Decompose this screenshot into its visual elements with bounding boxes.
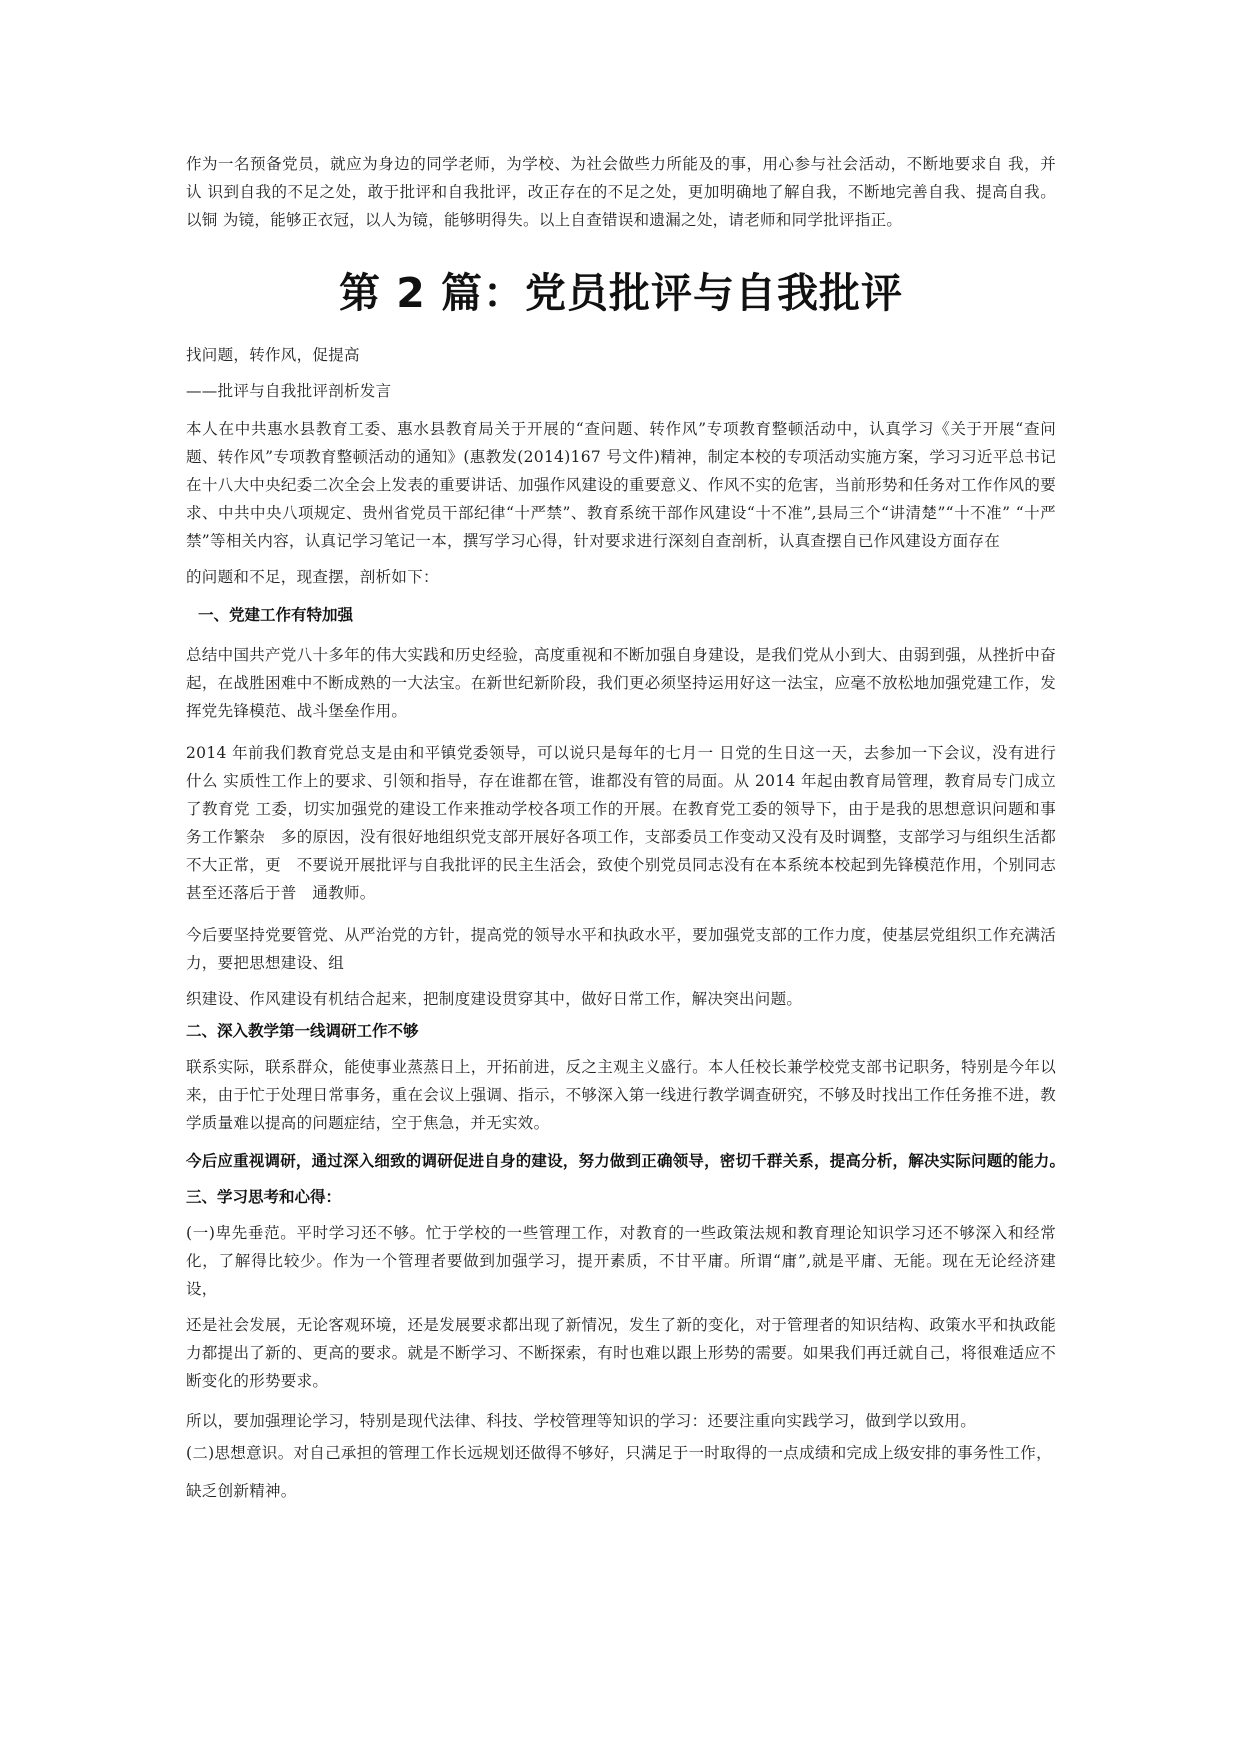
page-title: 第 2 篇：党员批评与自我批评 — [338, 269, 904, 317]
paragraph-thinking: (二)思想意识。对自己承担的管理工作长远规划还做得不够好，只满足于一时取得的一点成绩和完成上级安排的事务性工作， — [186, 1444, 1052, 1462]
section-heading-1: 一、党建工作有特加强 — [198, 606, 354, 624]
paragraph-study-1: (一)卑先垂范。平时学习还不够。忙于学校的一些管理工作，对教育的一些政策法规和教育理论知识学习还不够深入和经常化，了解得比较少。作为一个管理者要做到加强学习，提开素质，不甘平庸。所谓“庸”,就是平庸、无能。现在无论经济建设， — [186, 1224, 1056, 1298]
section-heading-2: 二、深入教学第一线调研工作不够 — [186, 1022, 419, 1040]
paragraph-history: 2014 年前我们教育党总支是由和平镇党委领导，可以说只是每年的七月一 日党的生日这一天，去参加一下会议，没有进行什么 实质性工作上的要求、引领和指导，存在谁都在管，谁都没有管的局面。从 2014 年起由教育局管理，教育局专门成立了教育党 工委，切实加强党的建设工作来推动学校各项工作的开展。在教育党工委的领导下，由于是我的思想意识问题和事务工作繁杂 多的原因，没有很好地组织党支部开展好各项工作，支部委员工作变动又没有及时调整，支部学习与组织生活都不大正常，更 不要说开展批评与自我批评的民主生活会，致使个别党员同志没有在本系统本校起到先锋模范作用，个别同志甚至还落后于普 通教师。 — [186, 744, 1056, 902]
paragraph-continuation: 的问题和不足，现查摆，剖析如下： — [186, 568, 439, 586]
document-page — [186, 150, 1066, 1505]
subtitle-line: 找问题，转作风，促提高 — [186, 346, 360, 364]
paragraph-future-continued: 织建设、作风建设有机结合起来，把制度建设贯穿其中，做好日常工作，解决突出问题。 — [186, 990, 803, 1008]
paragraph-research: 联系实际，联系群众，能使事业蒸蒸日上，开拓前进，反之主观主义盛行。本人任校长兼学校党支部书记职务，特别是今年以来，由于忙于处理日常事务，重在会议上强调、指示，不够深入第一线进行教学调查研究，不够及时找出工作任务推不进，教学质量难以提高的问题症结，空于焦急，并无实效。 — [186, 1058, 1056, 1132]
intro-paragraph: 作为一名预备党员，就应为身边的同学老师，为学校、为社会做些力所能及的事，用心参与社会活动，不断地要求自 我，并认 识到自我的不足之处，敢于批评和自我批评，改正存在的不足之处，更加明确地了解自我，不断地完善自我、提高自我。以铜 为镜，能够正衣冠，以人为镜，能够明得失。以上自查错误和遗漏之处，请老师和同学批评指正。 — [186, 155, 1056, 229]
section-heading-3: 三、学习思考和心得： — [186, 1188, 342, 1206]
speech-subtitle: ——批评与自我批评剖析发言 — [186, 382, 392, 400]
paragraph-thinking-continued: 缺乏创新精神。 — [186, 1482, 297, 1500]
paragraph-study-1-continued: 还是社会发展，无论客观环境，还是发展要求都出现了新情况，发生了新的变化，对于管理者的知识结构、政策水平和执政能力都提出了新的、更高的要求。就是不断学习、不断探索，有时也难以跟上形势的需要。如果我们再迁就自己，将很难适应不断变化的形势要求。 — [186, 1316, 1056, 1390]
paragraph-party-building: 总结中国共产党八十多年的伟大实践和历史经验，高度重视和不断加强自身建设，是我们党从小到大、由弱到强，从挫折中奋起，在战胜困难中不断成熟的一大法宝。在新世纪新阶段，我们更必须坚持运用好这一法宝，应毫不放松地加强党建工作，发挥党先锋模范、战斗堡垒作用。 — [186, 646, 1056, 720]
paragraph-future: 今后要坚持党要管党、从严治党的方针，提高党的领导水平和执政水平，要加强党支部的工作力度，使基层党组织工作充满活力，要把思想建设、组 — [186, 926, 1056, 972]
paragraph-intro-speech: 本人在中共惠水县教育工委、惠水县教育局关于开展的“查问题、转作风”专项教育整顿活动中，认真学习《关于开展“查问题、转作风”专项教育整顿活动的通知》(惠教发(2014)167 号文件)精神，制定本校的专项活动实施方案，学习习近平总书记在十八大中央纪委二次全会上发表的重要讲话、加强作风建设的重要意义、作风不实的危害，当前形势和任务对工作作风的要求、中共中央八项规定、贵州省党员干部纪律“十严禁”、教育系统干部作风建设“十不准”,县局三个“讲清楚”“十不准” “十严禁”等相关内容，认真记学习笔记一本，撰写学习心得，针对要求进行深刻自查剖析，认真查摆自已作风建设方面存在 — [186, 420, 1056, 550]
paragraph-study-conclusion: 所以，要加强理论学习，特别是现代法律、科技、学校管理等知识的学习：还要注重向实践学习，做到学以致用。 — [186, 1412, 977, 1430]
paragraph-research-conclusion: 今后应重视调研，通过深入细致的调研促进自身的建设，努力做到正确领导，密切千群关系，提高分析，解决实际问题的能力。 — [186, 1152, 1066, 1170]
